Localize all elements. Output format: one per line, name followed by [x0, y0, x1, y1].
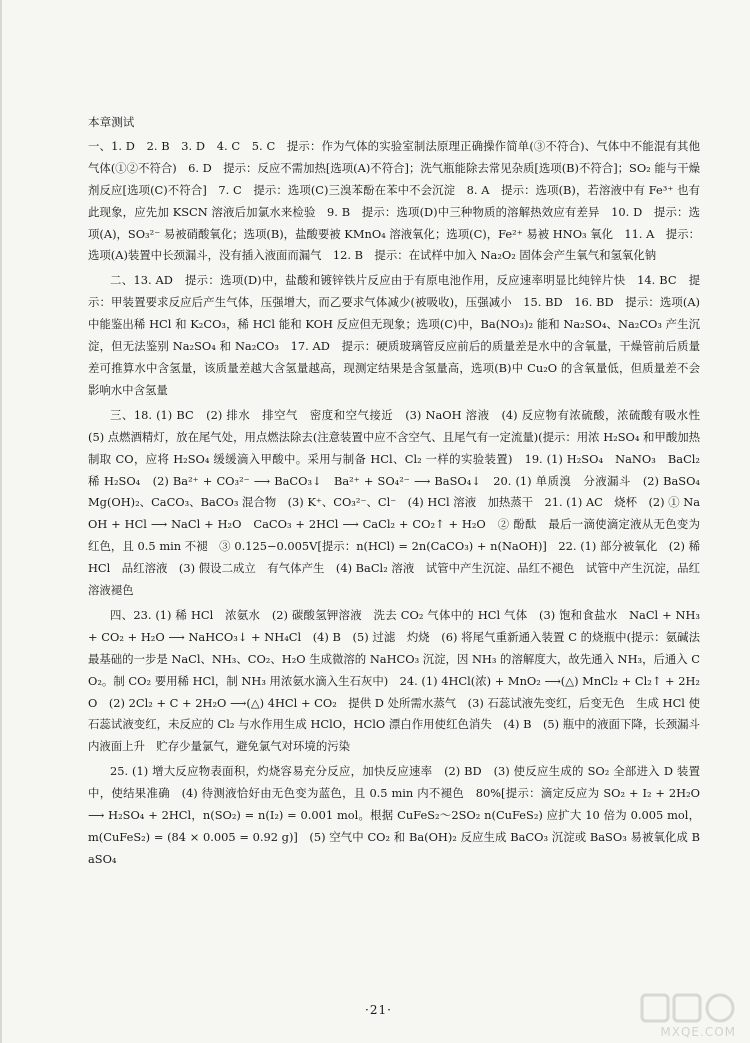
answer-paragraph-4: 四、23. (1) 稀 HCl 浓氨水 (2) 碳酸氢钾溶液 洗去 CO₂ 气体中的 HCl 气体 (3) 饱和食盐水 NaCl + NH₃ + CO₂ + H₂O ⟶ NaHCO₃↓ + NH₄Cl (4) B (5) 过滤 灼烧 (6) 将尾气重新通入装置 C 的烧瓶中(提示：氨碱法最基础的一步是 NaCl、NH₃、CO₂、H₂O 生成微溶的 NaHCO₃ 沉淀，因 NH₃ 的溶解度大，故先通入 NH₃，后通入 CO₂。制 CO₂ 要用稀 HCl，制 NH₃ 用浓氨水滴入生石灰中) 24. (1) 4HCl(浓) + MnO₂ ⟶(△) MnCl₂ + Cl₂↑ + 2H₂O (2) 2Cl₂ + C + 2H₂O ⟶(△) 4HCl + CO₂ 提供 D 处所需水蒸气 (3) 石蕊试液先变红，后变无色 生成 HCl 使石蕊试液变红，未反应的 Cl₂ 与水作用生成 HClO，HClO 漂白作用使红色消失 (4) B (5) 瓶中的液面下降，长颈漏斗内液面上升 贮存少量氯气，避免氯气对环境的污染: [88, 607, 700, 754]
answer-paragraph-1: 一、1. D 2. B 3. D 4. C 5. C 提示：作为气体的实验室制法原理正确操作简单(③不符合)、气体中不能混有其他气体(①②不符合) 6. D 提示：反应不需加热[选项(A)不符合]；洗气瓶能除去常见杂质[选项(B)不符合]；SO₂ 能与干燥剂反应[选项(C)不符合] 7. C 提示：选项(C)三溴苯酚在苯中不会沉淀 8. A 提示：选项(B)，若溶液中有 Fe³⁺ 也有此现象，应先加 KSCN 溶液后加氯水来检验 9. B 提示：选项(D)中三种物质的溶解热效应有差异 10. D 提示：选项(A)，SO₃²⁻ 易被硝酸氧化；选项(B)，盐酸要被 KMnO₄ 溶液氧化；选项(C)，Fe²⁺ 易被 HNO₃ 氧化 11. A 提示：选项(A)装置中长颈漏斗，没有插入液面而漏气 12. B 提示：在试样中加入 Na₂O₂ 固体会产生氧气和氢氧化钠: [88, 138, 700, 263]
answer-paragraph-5: 25. (1) 增大反应物表面积，灼烧容易充分反应，加快反应速率 (2) BD (3) 使反应生成的 SO₂ 全部进入 D 装置中，使结果准确 (4) 待测液恰好由无色变为蓝色，且 0.5 min 内不褪色 80%[提示：滴定反应为 SO₂ + I₂ + 2H₂O ⟶ H₂SO₄ + 2HCl，n(SO₂) = n(I₂) = 0.001 mol。根据 CuFeS₂～2SO₂ n(CuFeS₂) 应扩大 10 倍为 0.005 mol，m(CuFeS₂) = (84 × 0.005 = 0.92 g)] (5) 空气中 CO₂ 和 Ba(OH)₂ 反应生成 BaCO₃ 沉淀或 BaSO₃ 易被氧化成 BaSO₄: [88, 764, 700, 866]
answer-paragraph-3: 三、18. (1) BC (2) 排水 排空气 密度和空气接近 (3) NaOH 溶液 (4) 反应物有浓硫酸，浓硫酸有吸水性 (5) 点燃酒精灯，放在尾气处，用点燃法除去(注意装置中应不含空气、且尾气有一定流量)(提示：用浓 H₂SO₄ 和甲酸加热制取 CO，应将 H₂SO₄ 缓缓滴入甲酸中。采用与制备 HCl、Cl₂ 一样的实验装置) 19. (1) H₂SO₄ NaNO₃ BaCl₂ 稀 H₂SO₄ (2) Ba²⁺ + CO₃²⁻ ⟶ BaCO₃↓ Ba²⁺ + SO₄²⁻ ⟶ BaSO₄↓ 20. (1) 单质溴 分液漏斗 (2) BaSO₄ Mg(OH)₂、CaCO₃、BaCO₃ 混合物 (3) K⁺、CO₃²⁻、Cl⁻ (4) HCl 溶液 加热蒸干 21. (1) AC 烧杯 (2) ① NaOH + HCl ⟶ NaCl + H₂O CaCO₃ + 2HCl ⟶ CaCl₂ + CO₂↑ + H₂O ② 酚酞 最后一滴使滴定液从无色变为红色，且 0.5 min 不褪 ③ 0.125−0.005V[提示：n(HCl) = 2n(CaCO₃) + n(NaOH)] 22. (1) 部分被氧化 (2) 稀 HCl 品红溶液 (3) 假设二成立 有气体产生 (4) BaCl₂ 溶液 试管中产生沉淀、品红不褪色 试管中产生沉淀，品红溶液褪色: [88, 407, 712, 598]
scan-edge: [0, 0, 2, 1043]
answer-section: [88, 112, 712, 874]
watermark-text: MXQE.COM: [660, 1025, 736, 1039]
watermark-logo-icon: [640, 991, 744, 1025]
answer-paragraph-2: 二、13. AD 提示：选项(D)中，盐酸和镀锌铁片反应由于有原电池作用，反应速率明显比纯锌片快 14. BC 提示：甲装置要求反应后产生气体，压强增大，而乙要求气体减少(被吸收)，压强减小 15. BD 16. BD 提示：选项(A)中能鉴出稀 HCl 和 K₂CO₃，稀 HCl 能和 KOH 反应但无现象；选项(C)中，Ba(NO₃)₂ 能和 Na₂SO₄、Na₂CO₃ 产生沉淀，但无法鉴别 Na₂SO₄ 和 Na₂CO₃ 17. AD 提示：硬质玻璃管反应前后的质量差是水中的含氧量，干燥管前后质量差可推算水中含氢量，该质量差越大含氢量越高，现测定结果是含氢量高，选项(B)中 Cu₂O 的含氧量低，但质量差不会影响水中含氢量: [88, 273, 700, 397]
section-title: 本章测试: [88, 115, 135, 129]
page-number: ·21·: [365, 1003, 392, 1017]
site-watermark: [640, 991, 744, 1039]
